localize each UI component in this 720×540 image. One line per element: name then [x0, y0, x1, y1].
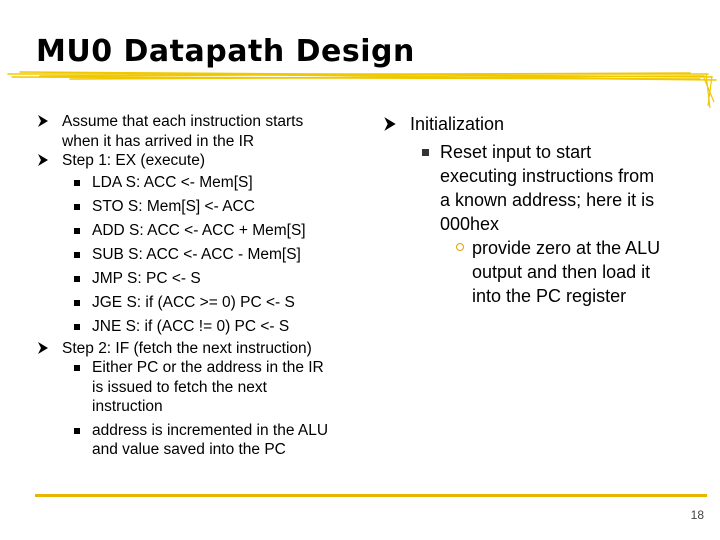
slide-title: MU0 Datapath Design — [36, 34, 415, 69]
list-item: LDA S: ACC <- Mem[S] — [36, 171, 372, 195]
square-bullet-icon — [74, 324, 80, 330]
square-bullet-icon — [74, 180, 80, 186]
list-item: Assume that each instruction starts when it has arrived in the IR — [36, 112, 372, 151]
arrow-bullet-icon — [382, 116, 398, 132]
square-bullet-icon — [74, 252, 80, 258]
list-item: ADD S: ACC <- ACC + Mem[S] — [36, 219, 372, 243]
square-bullet-icon — [74, 276, 80, 282]
list-item: JNE S: if (ACC != 0) PC <- S — [36, 315, 372, 339]
list-item: Reset input to start executing instructions from a known address; here it is 000hex — [380, 140, 700, 236]
list-item: Initialization — [380, 112, 700, 136]
list-item: Step 1: EX (execute) — [36, 151, 372, 171]
arrow-bullet-icon — [36, 114, 50, 128]
list-item: JMP S: PC <- S — [36, 267, 372, 291]
square-bullet-icon — [74, 300, 80, 306]
square-bullet-icon — [74, 204, 80, 210]
square-bullet-icon — [74, 365, 80, 371]
square-bullet-icon — [74, 428, 80, 434]
right-column-bullets — [380, 112, 700, 308]
arrow-bullet-icon — [36, 153, 50, 167]
circle-bullet-icon — [456, 243, 464, 251]
list-item: address is incremented in the ALU and value saved into the PC — [36, 421, 372, 460]
square-bullet-icon — [74, 228, 80, 234]
left-column-bullets — [36, 112, 372, 460]
footer-divider — [35, 494, 707, 497]
list-item: provide zero at the ALU output and then load it into the PC register — [380, 236, 700, 308]
list-item: JGE S: if (ACC >= 0) PC <- S — [36, 291, 372, 315]
arrow-bullet-icon — [36, 341, 50, 355]
list-item: STO S: Mem[S] <- ACC — [36, 195, 372, 219]
list-item: Either PC or the address in the IR is issued to fetch the next instruction — [36, 358, 372, 417]
list-item: Step 2: IF (fetch the next instruction) — [36, 339, 372, 359]
title-underline-decoration — [0, 68, 720, 110]
list-item: SUB S: ACC <- ACC - Mem[S] — [36, 243, 372, 267]
slide-number: 18 — [690, 508, 704, 522]
square-bullet-icon — [422, 149, 429, 156]
